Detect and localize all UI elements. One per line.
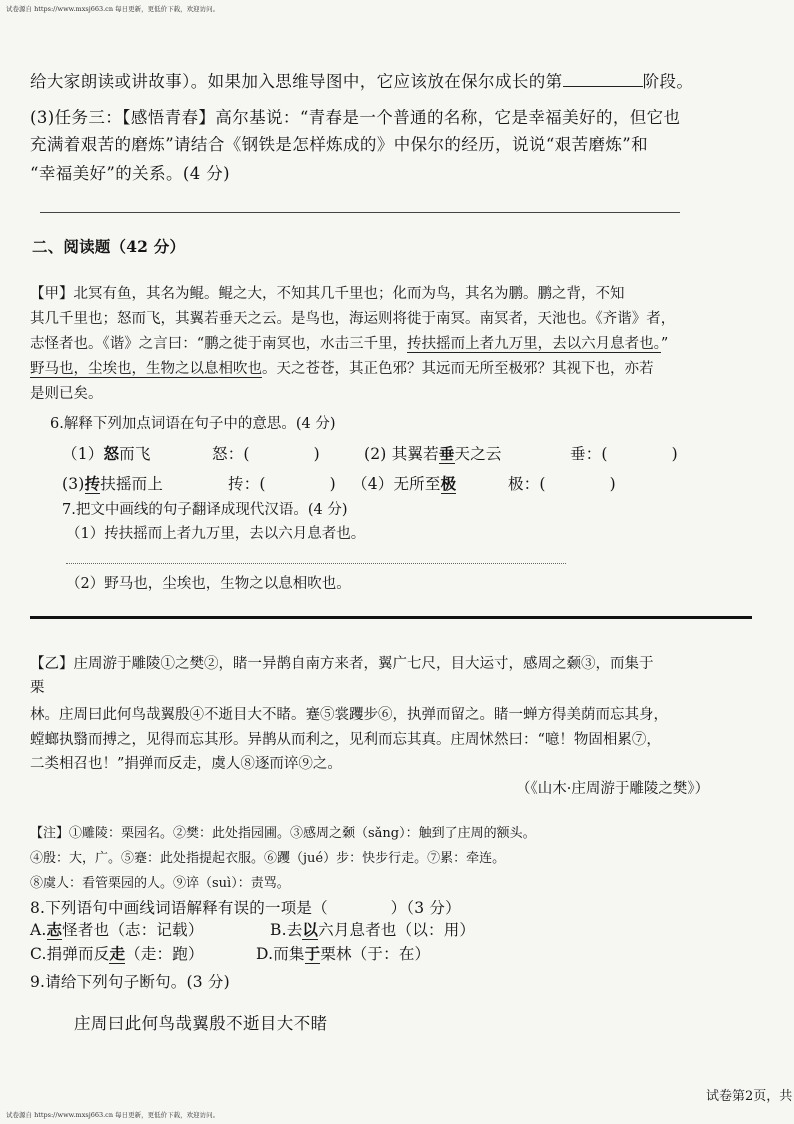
q8-d-pre: D.而集 <box>256 945 305 963</box>
q6-item-2-close: ) <box>671 445 678 463</box>
q6-item-3-num: (3) <box>62 475 85 493</box>
q6-item-3 <box>62 472 163 494</box>
jia-line4 <box>30 357 654 378</box>
q7-sentence-2: （2）野马也，尘埃也，生物之以息相吹也。 <box>66 576 351 592</box>
q8-a-post: 怪者也（志：记载） <box>62 921 204 939</box>
q6-item-1 <box>62 442 151 464</box>
q6-item-4-num: （4） <box>352 475 394 493</box>
q8-option-a[interactable] <box>30 918 204 940</box>
q6-item-1-close: ) <box>313 445 320 463</box>
q8-b-post: 六月息者也（以：用） <box>318 921 476 939</box>
q6-title: 6.解释下列加点词语在句子中的意思。(4 分) <box>50 416 336 432</box>
q8-option-b[interactable] <box>270 918 475 940</box>
q8-option-d[interactable] <box>256 942 430 964</box>
q7-sentence-1: （1）抟扶摇而上者九万里，去以六月息者也。 <box>66 526 366 542</box>
q3-prev-line <box>30 68 693 92</box>
q8-option-c[interactable] <box>30 942 204 964</box>
q8-a-pre: A. <box>30 921 47 939</box>
q6-item-2-post: 天之云 <box>454 445 502 463</box>
page-number: 试卷第2页，共 <box>706 1089 793 1104</box>
q9-title: 9.请给下列句子断句。(3 分) <box>30 973 230 991</box>
yi-line2: 栗 <box>30 680 45 696</box>
q6-item-3-label: 抟：( <box>228 475 266 493</box>
q6-item-3-close: ) <box>329 475 336 493</box>
q6-item-3-key: 抟 <box>84 474 101 493</box>
q6-item-2-num: (2) <box>364 445 387 463</box>
notes-line2: ④殷：大，广。⑤蹇：此处指提起衣服。⑥躩（jué）步：快步行走。⑦累：牵连。 <box>30 851 506 866</box>
q3-line2: 充满着艰苦的磨炼”请结合《钢铁是怎样炼成的》中保尔的经历，说说“艰苦磨炼”和 <box>30 135 649 154</box>
notes-line1: 【注】①雕陵：栗园名。②樊：此处指园圃。③感周之颡（sǎng）：触到了庄周的额头。 <box>30 826 536 841</box>
yi-line1: 【乙】庄周游于雕陵①之樊②，睹一异鹊自南方来者，翼广七尺，目大运寸，感周之颡③，而集于 <box>30 656 654 672</box>
q6-item-2-key: 垂 <box>438 444 455 463</box>
q6-item-4-answer[interactable] <box>508 472 616 494</box>
q8-c-pre: C.捐弹而反 <box>30 945 110 963</box>
q6-item-1-num: （1） <box>62 445 104 463</box>
jia-line3-text: 志怪者也。《谐》之言曰：“鹏之徙于南冥也，水击三千里， <box>30 336 408 352</box>
section-divider <box>30 616 752 619</box>
q7-title: 7.把文中画线的句子翻译成现代汉语。(4 分) <box>62 502 348 518</box>
answer-blank[interactable] <box>563 72 643 87</box>
yi-source: （《山木·庄周游于雕陵之樊》） <box>516 781 710 797</box>
jia-underlined-sentence-2: 野马也，尘埃也，生物之以息相吹也 <box>30 361 262 377</box>
jia-line2: 其几千里也；怒而飞，其翼若垂天之云。是鸟也，海运则将徙于南冥。南冥者，天池也。《齐谐》者， <box>30 311 676 327</box>
footer-watermark: 试卷源自 https://www.mxsj663.cn 每日更新，更低价下载，欢迎访问。 <box>6 1111 220 1119</box>
jia-line4-text: 。天之苍苍，其正色邪？其远而无所至极邪？其视下也，亦若 <box>262 361 654 377</box>
q6-item-1-answer[interactable] <box>212 442 320 464</box>
header-watermark: 试卷源自 https://www.mxsj663.cn 每日更新，更低价下载，欢迎访问。 <box>6 5 220 13</box>
section2-title: 二、阅读题（42 分） <box>32 237 186 256</box>
q7-answer-line-1[interactable] <box>66 563 566 564</box>
q6-item-4-key: 极 <box>440 474 457 493</box>
jia-line1: 【甲】北冥有鱼，其名为鲲。鲲之大，不知其几千里也；化而为鸟，其名为鹏。鹏之背，不知 <box>30 286 625 302</box>
q6-item-1-label: 怒：( <box>212 445 250 463</box>
q6-item-4-pre: 无所至 <box>393 475 441 493</box>
q8-b-key: 以 <box>302 920 319 939</box>
q6-item-4-label: 极：( <box>508 475 546 493</box>
q6-item-3-post: 扶摇而上 <box>100 475 164 493</box>
q6-item-2-answer[interactable] <box>570 442 678 464</box>
q6-item-1-key: 怒 <box>103 444 120 463</box>
q6-item-4 <box>352 472 456 494</box>
q8-b-pre: B.去 <box>270 921 303 939</box>
q3-prev-text-a: 给大家朗读或讲故事）。如果加入思维导图中，它应该放在保尔成长的第 <box>30 72 563 91</box>
q3-prev-text-b: 阶段。 <box>642 72 694 91</box>
q3-answer-line[interactable] <box>40 212 680 213</box>
q6-item-2 <box>364 442 502 464</box>
q3-line3: “幸福美好”的关系。(4 分) <box>30 164 230 183</box>
q8-c-key: 走 <box>109 944 126 963</box>
jia-line3 <box>30 332 668 353</box>
q6-item-3-answer[interactable] <box>228 472 336 494</box>
yi-line5: 二类相召也！”捐弹而反走，虞人⑧逐而谇⑨之。 <box>30 756 342 772</box>
q8-d-key: 于 <box>304 944 321 963</box>
q6-item-1-post: 而飞 <box>119 445 151 463</box>
q8-c-post: （走：跑） <box>125 945 204 963</box>
q6-item-4-close: ) <box>609 475 616 493</box>
yi-line3: 林。庄周曰此何鸟哉翼殷④不逝目大不睹。蹇⑤裳躩步⑥，执弹而留之。睹一蝉方得美荫而忘其身， <box>30 707 668 723</box>
q3-line1: (3)任务三：【感悟青春】高尔基说：“青春是一个普通的名称，它是幸福美好的，但它也 <box>30 108 681 127</box>
q9-sentence[interactable]: 庄周曰此何鸟哉翼殷不逝目大不睹 <box>74 1014 328 1033</box>
jia-underlined-sentence-1: 抟扶摇而上者九万里，去以六月息者也。 <box>407 336 661 352</box>
q8-a-key: 志 <box>46 920 63 939</box>
q6-item-2-pre: 其翼若 <box>391 445 439 463</box>
jia-line3-end: ” <box>660 336 669 352</box>
yi-line4: 螳螂执翳而搏之，见得而忘其形。异鹊从而利之，见利而忘其真。庄周怵然曰：“噫！物固相累⑦， <box>30 732 661 748</box>
q8-d-post: 栗林（于：在） <box>320 945 431 963</box>
jia-line5: 是则已矣。 <box>30 386 103 402</box>
q8-title: 8.下列语句中画线词语解释有误的一项是（ ）（3 分） <box>30 899 461 917</box>
notes-line3: ⑧虞人：看管栗园的人。⑨谇（suì）：责骂。 <box>30 876 290 891</box>
q6-item-2-label: 垂：( <box>570 445 608 463</box>
